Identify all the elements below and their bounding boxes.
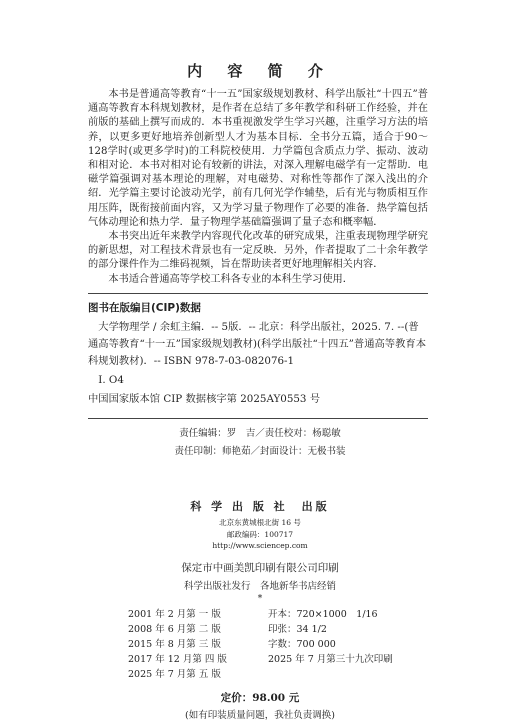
edition-info bbox=[268, 667, 428, 682]
cip-number: 中国国家版本馆 CIP 数据核字第 2025AY0553 号 bbox=[88, 393, 321, 405]
edition-row bbox=[128, 637, 428, 652]
credits-line-1: 责任编辑：罗 吉／责任校对：杨聪敏 bbox=[179, 428, 341, 439]
price: 定价：98.00 元 bbox=[220, 692, 300, 704]
quality-note: (如有印装质量问题，我社负责调换) bbox=[185, 710, 335, 721]
edition-table bbox=[128, 607, 428, 682]
edition-info: 印张：34 1/2 bbox=[268, 624, 327, 635]
cip-classification: Ⅰ. O4 bbox=[98, 374, 124, 386]
cip-heading: 图书在版编目(CIP)数据 bbox=[88, 302, 201, 314]
edition-row bbox=[128, 622, 428, 637]
credits-line-2: 责任印制：师艳茹／封面设计：无极书装 bbox=[174, 446, 346, 457]
cip-block bbox=[88, 300, 428, 408]
distribution: 科学出版社发行 各地新华书店经销 bbox=[183, 581, 336, 592]
edition-date: 2015 年 8 月第 三 版 bbox=[128, 639, 221, 650]
introduction bbox=[88, 88, 428, 287]
separator-star: * bbox=[257, 594, 263, 604]
printer: 保定市中画美凯印刷有限公司印刷 bbox=[181, 562, 339, 574]
cip-entry: 大学物理学 / 余虹主编．-- 5版．-- 北京：科学出版社，2025. 7. --(普通高等教育“十一五”国家级规划教材)(科学出版社“十四五”普通高等教育本科规划教材)．-- ISBN 978-7-03-082076-1 bbox=[88, 321, 426, 367]
intro-paragraph-2: 本书突出近年来教学内容现代化改革的研究成果，注重表现物理学研究的新思想，对工程技术背景也有一定反映．另外，作者提取了二十余年教学的部分课件作为二维码视频，旨在帮助读者更好地理解相关内容． bbox=[88, 231, 428, 271]
edition-row bbox=[128, 667, 428, 682]
edition-info: 2025 年 7 月第三十九次印刷 bbox=[268, 654, 393, 665]
intro-paragraph-3: 本书适合普通高等学校工科各专业的本科生学习使用． bbox=[108, 273, 353, 285]
edition-row bbox=[128, 607, 428, 622]
edition-date: 2001 年 2 月第 一 版 bbox=[128, 609, 221, 620]
edition-info: 开本：720×1000 1/16 bbox=[268, 609, 378, 620]
edition-date: 2017 年 12 月第 四 版 bbox=[128, 654, 227, 665]
publisher-website: http://www.sciencep.com bbox=[212, 541, 308, 550]
edition-info: 字数：700 000 bbox=[268, 639, 336, 650]
publisher-name: 科 学 出 版 社 出版 bbox=[190, 500, 330, 513]
edition-date: 2025 年 7 月第 五 版 bbox=[128, 669, 221, 680]
divider-bottom bbox=[88, 418, 428, 419]
publisher-address: 北京东黄城根北街 16 号 bbox=[219, 518, 301, 527]
edition-row bbox=[128, 652, 428, 667]
publisher-postcode: 邮政编码：100717 bbox=[226, 530, 294, 539]
page-title: 内 容 简 介 bbox=[187, 62, 333, 80]
divider-top bbox=[88, 293, 428, 294]
intro-paragraph-1: 本书是普通高等教育“十一五”国家级规划教材、科学出版社“十四五”普通高等教育本科规划教材，是作者在总结了多年教学和科研工作经验，并在前版的基础上撰写而成的．本书重视激发学生学习兴趣，注重学习方法的培养，以更多更好地培养创新型人才为基本目标．全书分五篇，适合于90～128学时(或更多学时)的工科院校使用．力学篇包含质点力学、振动、波动和相对论．本书对相对论有较新的讲法，对深入理解电磁学有一定帮助．电磁学篇强调对基本理论的理解，对电磁势、对称性等都作了深入浅出的介绍．光学篇主要讨论波动光学，前有几何光学作辅垫，后有光与物质相互作用压阵，既衔接前面内容，又为学习量子物理作了必要的准备．热学篇包括气体动理论和热力学．量子物理学基础篇强调了量子态和概率幅． bbox=[88, 89, 428, 228]
edition-date: 2008 年 6 月第 二 版 bbox=[128, 624, 221, 635]
